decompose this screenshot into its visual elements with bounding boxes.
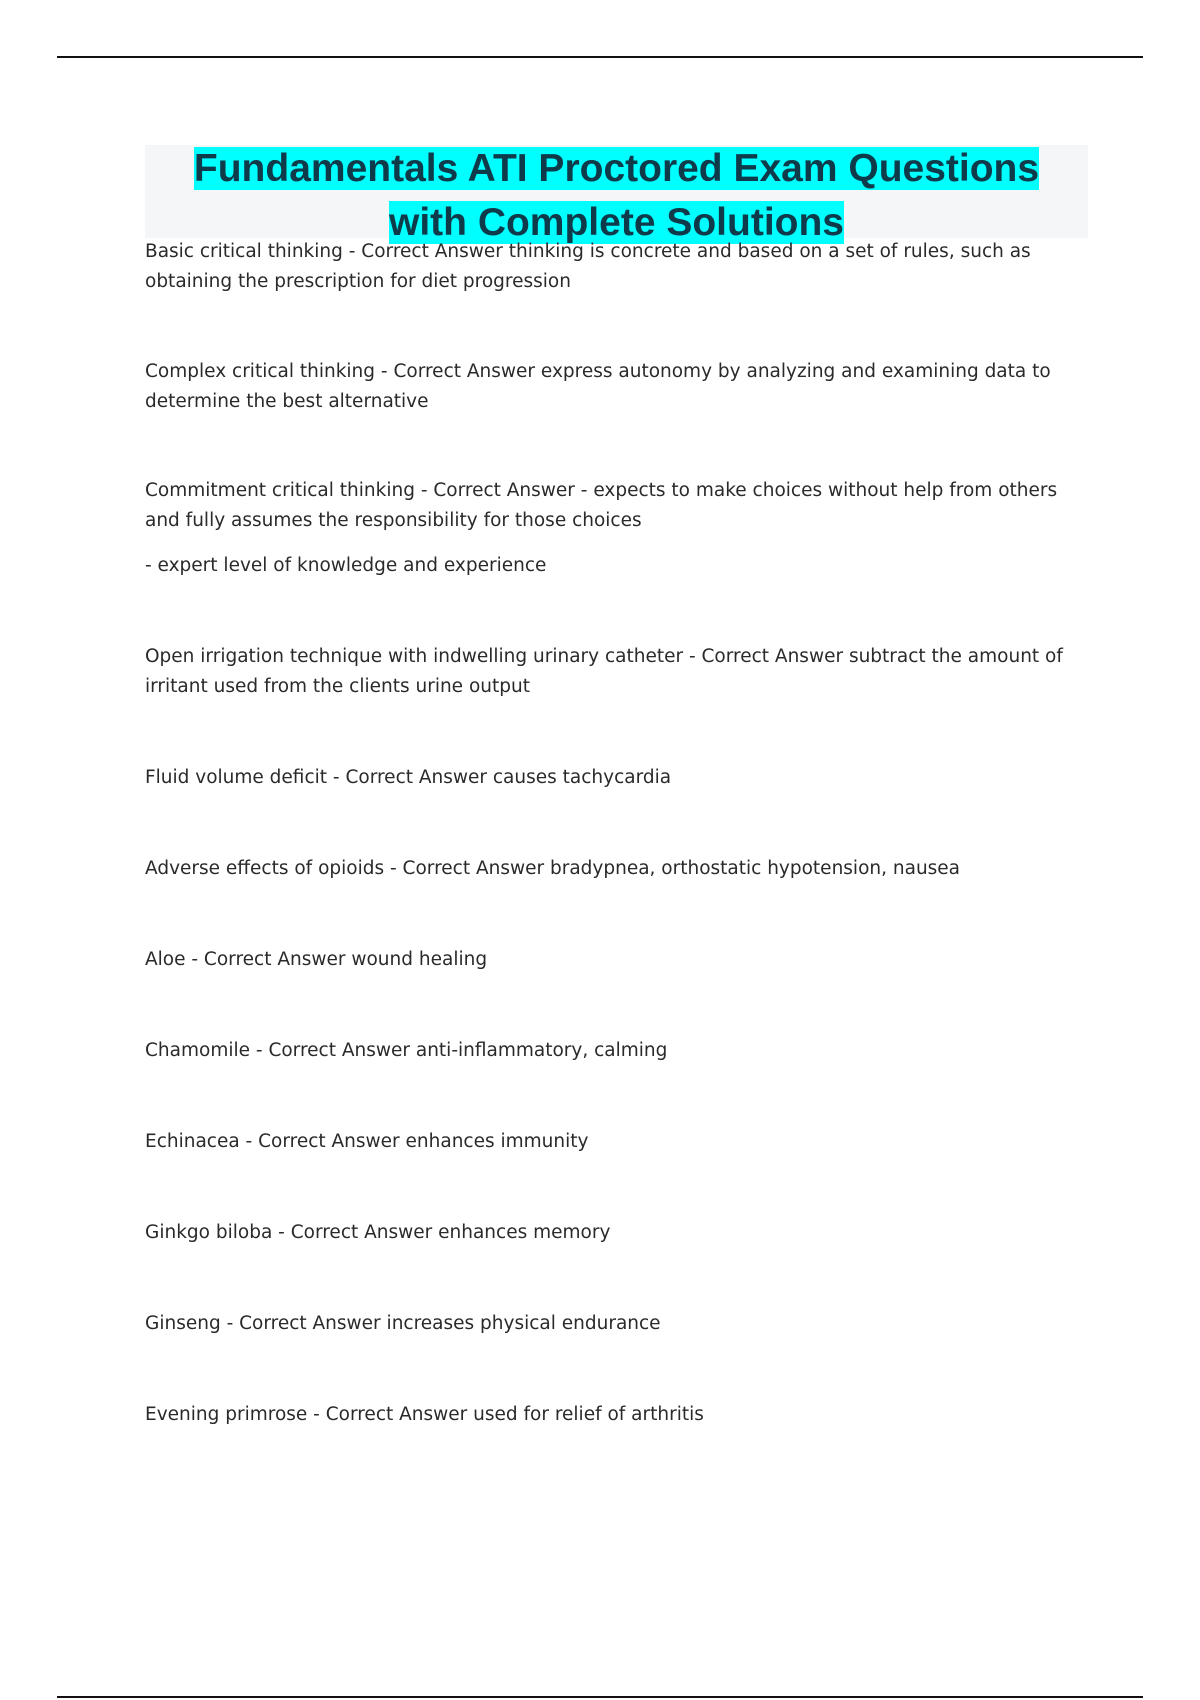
entry-chamomile: Chamomile - Correct Answer anti-inflammatory, calming xyxy=(145,1040,668,1061)
entry-ginseng: Ginseng - Correct Answer increases physical endurance xyxy=(145,1313,661,1334)
footer-rule xyxy=(57,1696,1143,1698)
header-rule xyxy=(57,56,1143,58)
entry-ginkgo-biloba: Ginkgo biloba - Correct Answer enhances memory xyxy=(145,1222,611,1243)
entry-commitment-critical-thinking: Commitment critical thinking - Correct Answer - expects to make choices without help from others and fully assumes the responsibility for those choices xyxy=(145,480,1058,531)
entry-fluid-volume-deficit: Fluid volume deficit - Correct Answer causes tachycardia xyxy=(145,767,672,788)
entry-aloe: Aloe - Correct Answer wound healing xyxy=(145,949,488,970)
document-title xyxy=(145,145,1088,244)
entry-basic-critical-thinking: Basic critical thinking - Correct Answer thinking is concrete and based on a set of rules, such as obtaining the prescription for diet progression xyxy=(145,241,1031,292)
entry-adverse-effects-opioids: Adverse effects of opioids - Correct Answer bradypnea, orthostatic hypotension, nausea xyxy=(145,858,961,879)
entry-complex-critical-thinking: Complex critical thinking - Correct Answer express autonomy by analyzing and examining data to determine the best alternative xyxy=(145,361,1051,412)
title-line-2: with Complete Solutions xyxy=(389,201,844,244)
entry-commitment-continued: - expert level of knowledge and experience xyxy=(145,555,547,576)
title-line-1: Fundamentals ATI Proctored Exam Questions xyxy=(193,147,1040,190)
entry-open-irrigation: Open irrigation technique with indwelling urinary catheter - Correct Answer subtract the amount of irritant used from the clients urine output xyxy=(145,646,1063,697)
entry-evening-primrose: Evening primrose - Correct Answer used for relief of arthritis xyxy=(145,1404,704,1425)
entry-echinacea: Echinacea - Correct Answer enhances immunity xyxy=(145,1131,589,1152)
